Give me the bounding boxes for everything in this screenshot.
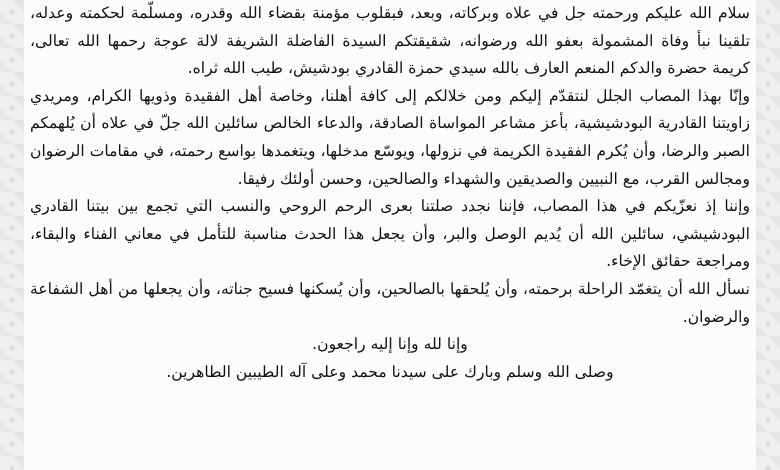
- paragraph-greeting: سلام الله عليكم ورحمته جل في علاه وبركاته، وبعد، فبقلوب مؤمنة بقضاء الله وقدره، ومسلّمة لحكمته وعدله، تلقينا نبأ وفاة المشمولة بعفو الله ورضوانه، شقيقتكم السيدة الفاضلة الشريفة لالة عوجة رحمها الله تعالى، كريمة حضرة والدكم المنعم العارف بالله سيدي حمزة القادري بودشيش، طيب الله ثراه.: [30, 4, 750, 78]
- paragraph-family-ties: وإننا إذ نعزّيكم في هذا المصاب، فإننا نجدد صلتنا بعرى الرحم الروحي والنسب التي تجمع بين بيتنا القادري البودشيشي، سائلين الله أن يُديم الوصل والبر، وأن يجعل هذا الحدث مناسبة للتأمل في معاني الفناء والبقاء، ومراجعة حقائق الإخاء.: [30, 197, 750, 271]
- condolence-letter-body: [30, 0, 750, 470]
- paragraph-istirja: وإنا لله وإنا إليه راجعون.: [312, 335, 468, 354]
- decorative-border-right: [756, 0, 780, 470]
- paragraph-closing-salutation: وصلى الله وسلم وبارك على سيدنا محمد وعلى آله الطيبين الطاهرين.: [166, 362, 614, 381]
- paragraph-condolences: وإنّا بهذا المصاب الجلل لنتقدّم إليكم ومن خلالكم إلى كافة أهلنا، وخاصة أهل الفقيدة وذويها الكرام، ومريدي زاويتنا القادرية البودشيشية، بأعز مشاعر المواساة الصادقة، والدعاء الخالص سائلين الله جلّ في علاه أن يُلهمكم الصبر والرضا، وأن يُكرم الفقيدة الكريمة في نزولها، ويوسّع مدخلها، ويتغمدها بواسع رحمته، في مقامات الرضوان ومجالس القرب، مع النبيين والصديقين والشهداء والصالحين، وحسن أولئك رفيقا.: [30, 86, 750, 188]
- decorative-border-left: [0, 0, 24, 470]
- paragraph-prayer: نسأل الله أن يتغمّد الراحلة برحمته، وأن يُلحقها بالصالحين، وأن يُسكنها فسيح جناته، وأن يجعلها من أهل الشفاعة والرضوان.: [30, 279, 750, 326]
